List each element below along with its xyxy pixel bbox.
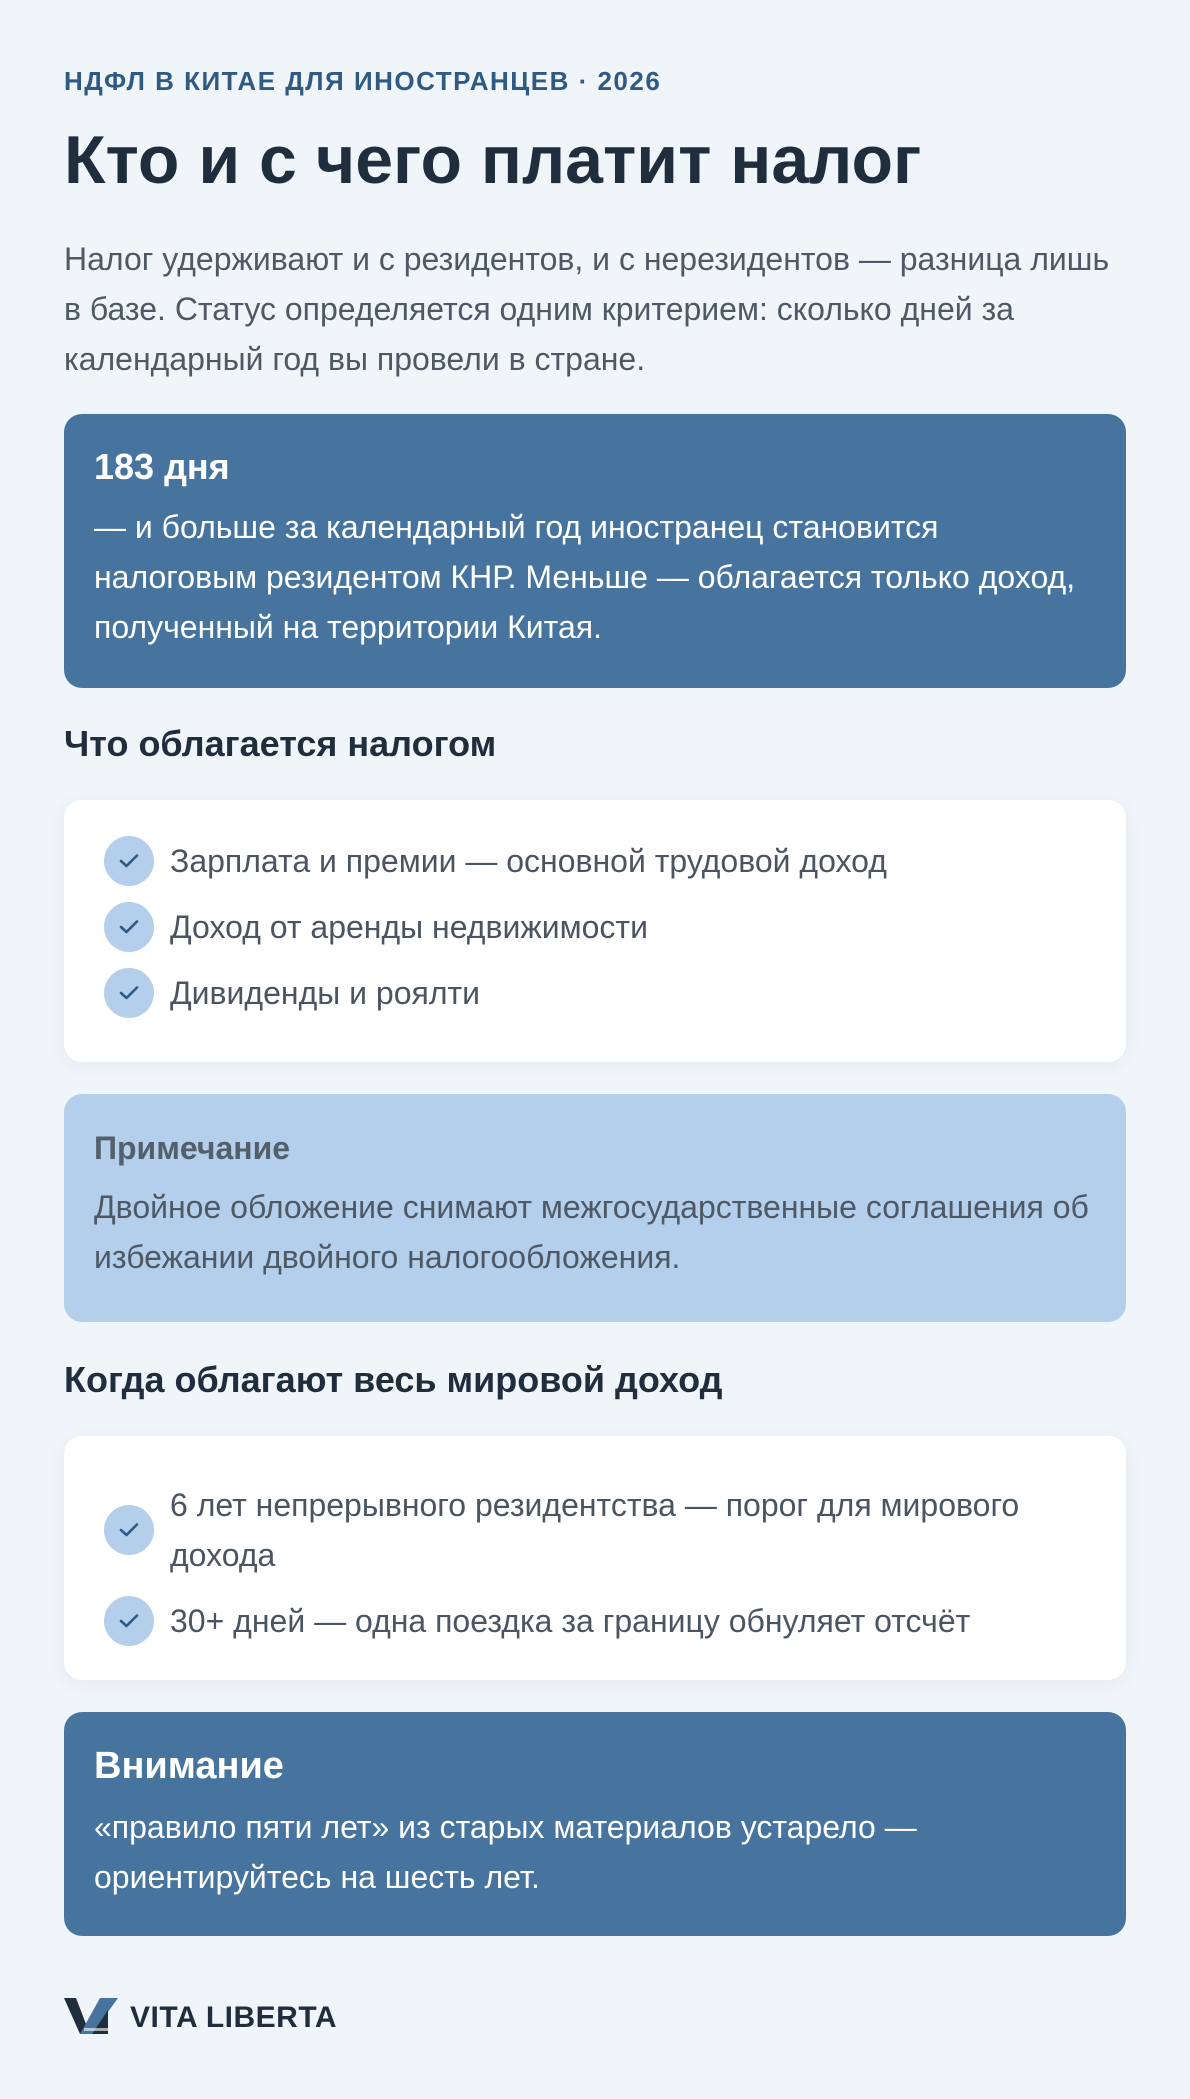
eyebrow: НДФЛ В КИТАЕ ДЛЯ ИНОСТРАНЦЕВ · 2026: [64, 66, 662, 96]
list-item: [104, 1480, 1086, 1580]
list-item-text: 6 лет непрерывного резидентства — порог для мирового дохода: [170, 1487, 1020, 1573]
taxable-section-title: Что облагается налогом: [64, 723, 497, 764]
list-item: [104, 968, 1086, 1018]
lead-paragraph: Налог удерживают и с резидентов, и с нерезидентов — разница лишь в базе. Статус определяется одним критерием: сколько дней за календарный год вы провели в стране.: [64, 241, 1110, 377]
check-icon: [104, 968, 154, 1018]
residency-description: — и больше за календарный год иностранец становится налоговым резидентом КНР. Меньше — облагается только доход, полученный на территории Китая.: [94, 509, 1076, 645]
list-item-text: Зарплата и премии — основной трудовой доход: [170, 843, 887, 879]
taxable-list: [64, 800, 1126, 1062]
brand: [64, 1994, 337, 2041]
warning-title: Внимание: [94, 1745, 284, 1787]
worldwide-list: [64, 1436, 1126, 1680]
list-item-text: Дивиденды и роялти: [170, 975, 481, 1011]
list-item: [104, 1596, 1086, 1646]
note-title: Примечание: [94, 1130, 291, 1166]
note-card: [64, 1094, 1126, 1322]
warning-text: «правило пяти лет» из старых материалов устарело — ориентируйтесь на шесть лет.: [94, 1809, 917, 1895]
warning-card: [64, 1712, 1126, 1936]
check-icon: [104, 902, 154, 952]
vita-liberta-logo-icon: [64, 1994, 118, 2041]
residency-card: [64, 414, 1126, 688]
worldwide-section-title: Когда облагают весь мировой доход: [64, 1359, 723, 1400]
residency-threshold: 183 дня: [94, 446, 230, 487]
check-icon: [104, 836, 154, 886]
list-item: [104, 902, 1086, 952]
note-text: Двойное обложение снимают межгосударственные соглашения об избежании двойного налогообложения.: [94, 1189, 1089, 1275]
list-item: [104, 836, 1086, 886]
page-title: Кто и с чего платит налог: [64, 122, 922, 198]
list-item-text: Доход от аренды недвижимости: [170, 909, 648, 945]
brand-name: VITA LIBERTA: [130, 2000, 338, 2034]
list-item-text: 30+ дней — одна поездка за границу обнуляет отсчёт: [170, 1603, 971, 1639]
check-icon: [104, 1505, 154, 1555]
check-icon: [104, 1596, 154, 1646]
